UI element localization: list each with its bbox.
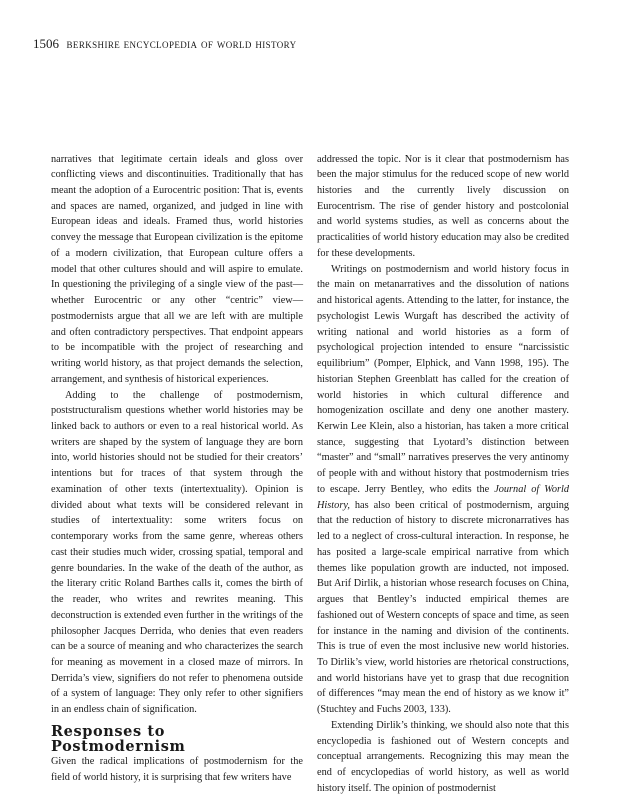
body-paragraph: Given the radical implications of postmodernism for the field of world history, it is surprising that few writers have — [51, 755, 303, 783]
section-heading — [51, 724, 303, 754]
section-heading-line: Responses to — [51, 722, 165, 740]
body-paragraph: Adding to the challenge of postmodernism, poststructuralism questions whether world histories may be linked back to authors or even to a real historical world. As writers are shaped by the system of language they are born into, world histories should not be studied for their creators’ intentions but for traces of that system through the examination of other texts (intertextuality). Opinion is divided about what texts will be considered relevant in studies of intertextuality: some writers focus on contemporary works from the same genre, whereas others cast their studies much wider, crossing spatial, temporal and genre boundaries. In the wake of the death of the author, as the literary critic Roland Barthes calls it, comes the birth of the reader, who writes and rewrites meaning. This deconstruction is extended even further in the writings of the philosopher Jacques Derrida, who denies that even readers can be a source of meaning and who characterizes the search for meaning as movement in a closed maze of mirrors. In Derrida’s view, signifiers do not refer to phenomena outside of a system of language: They only refer to other signifiers in an endless chain of signification. — [51, 389, 303, 716]
page-number: 1506 — [33, 36, 59, 51]
body-paragraph: narratives that legitimate certain ideals and gloss over conflicting views and discontinuities. Traditionally that has meant the adoption of a Eurocentric position: That is, events and spaces are named, organized, and judged in line with European ideas and ideals. Framed thus, world histories convey the message that European civilization is the epitome of a modern civilization, that European culture offers a model that other cultures should and will aspire to emulate. In questioning the privileging of a single view of the past—whether Eurocentric or any other “centric” view—postmodernists argue that all we are left with are multiple and often contradictory perspectives. That endpoint appears to be incompatible with the project of researching and writing world history, as that project demands the selection, arrangement, and synthesis of historical experiences. — [51, 153, 303, 385]
left-column — [51, 152, 303, 786]
body-paragraph: Extending Dirlik’s thinking, we should also note that this encyclopedia is fashioned out of Western concepts and conceptual arrangements. Recognizing this may mean the end of encyclopedias of world history, as well as world history itself. The opinion of postmodernist — [317, 719, 569, 794]
section-heading-line: Postmodernism — [51, 737, 186, 755]
publication-title: berkshire encyclopedia of world history — [66, 37, 297, 51]
body-text: has also been critical of postmodernism, arguing that the reduction of history to discrete micronarratives has led to a neglect of cross-cultural interaction. In response, he has posited a large-scale empirical narrative from which themes like population growth are inducted, not imposed. But Arif Dirlik, a historian whose research focuses on China, argues that Bentley’s inducted empirical themes are fashioned out of Western concepts of space and time, as seen for instance in the naming and division of the continents. This is true of even the most inclusive new world histories. To Dirlik’s view, world histories are rhetorical constructions, and world historians have yet to grasp that due recognition of differences “may mean the end of history as we know it” (Stuchtey and Fuchs 2003, 133). — [317, 499, 569, 716]
right-column — [317, 152, 569, 797]
body-text: Writings on postmodernism and world history focus in the main on metanarratives and the dissolution of nations and historical agents. Attending to the latter, for instance, the psychologist Lewis Wurgaft has described the activity of writing national and world histories as a form of psychological projection intended to ensure “narcissistic equilibrium” (Pomper, Elphick, and Vann 1998, 195). The historian Stephen Greenblatt has called for the creation of world histories in which cultural difference and homogenization oscillate and deny one another mastery. Kerwin Lee Klein, also a historian, has taken a more critical stance, suggesting that Lyotard’s distinction between “master” and “small” narratives preserves the very antinomy of people with and without history that postmodernism tries to escape. Jerry Bentley, who edits the — [317, 263, 569, 495]
body-paragraph — [317, 262, 569, 718]
running-head — [33, 36, 296, 52]
body-paragraph: addressed the topic. Nor is it clear that postmodernism has been the major stimulus for the reduced scope of new world histories and the currently lively discussion on Eurocentrism. The rise of gender history and postcolonial and world systems studies, as well as concerns about the practicalities of world history education may also be credited for these developments. — [317, 153, 569, 259]
journal-title: Journal of World History, — [317, 483, 569, 511]
